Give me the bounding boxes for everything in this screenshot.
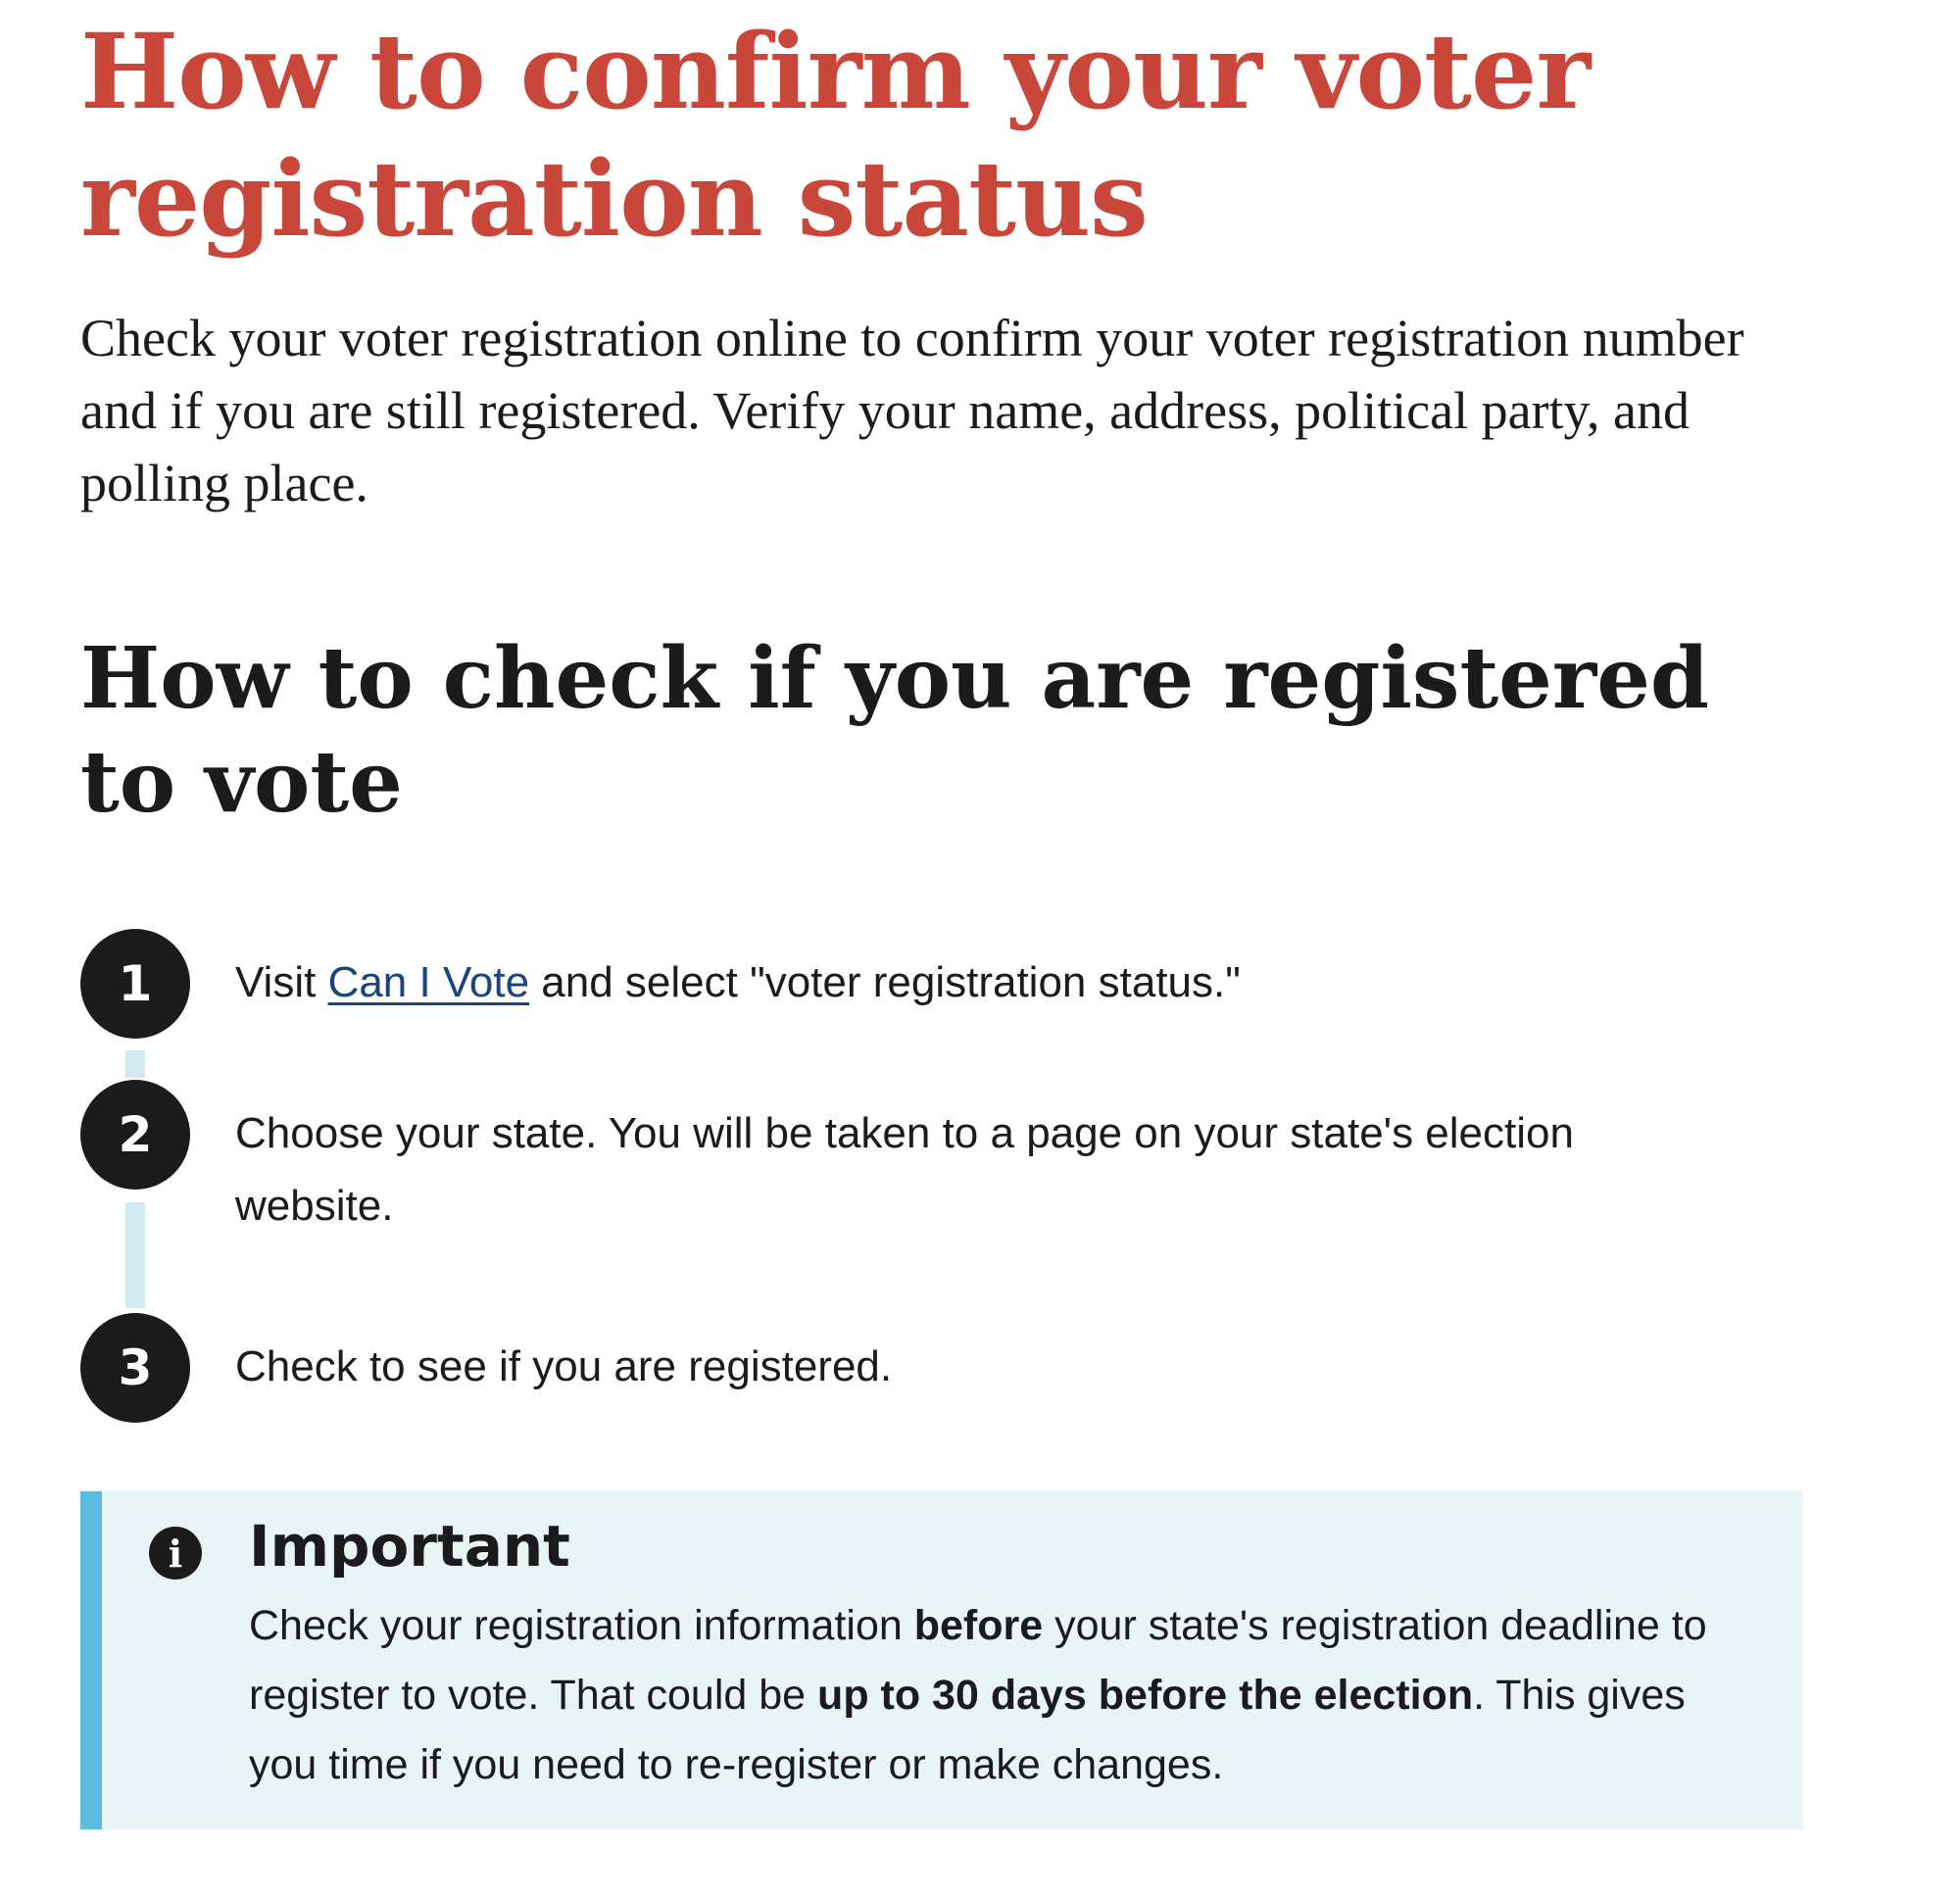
section-title: How to check if you are registered to vote [80,629,1710,832]
process-list [80,929,1825,1423]
step-text-3: Check to see if you are registered. [235,1342,893,1390]
alert-body [249,1591,1744,1800]
alert-body-part: your state's registration deadline to register to vote. That could be [249,1602,1707,1719]
step-number-3: 3 [80,1313,190,1423]
alert-title: Important [249,1513,570,1580]
alert-body-bold: before [913,1602,1044,1649]
step-text-before: Visit [235,958,328,1006]
step-item-2 [80,1080,1825,1242]
can-i-vote-link[interactable]: Can I Vote [327,958,530,1006]
important-alert [80,1491,1803,1829]
step-item-3 [80,1313,1825,1423]
step-text-after: and select "voter registration status." [529,958,1241,1006]
step-number-1: 1 [80,929,190,1039]
step-number-2: 2 [80,1080,190,1190]
step-item-1 [80,929,1825,1039]
alert-body-part: . This gives you time if you need to re-register or make changes. [249,1672,1686,1788]
step-connector [125,1050,145,1078]
info-icon: i [149,1527,202,1580]
alert-body-part: Check your registration information [249,1602,914,1649]
step-text-2: Choose your state. You will be taken to a page on your state's election website. [235,1109,1574,1230]
page-title: How to confirm your voter registration status [80,10,1591,260]
intro-paragraph: Check your voter registration online to confirm your voter registration number and if you are still registered. Verify your name, address, political party, and polling place. [80,309,1744,512]
alert-body-bold: up to 30 days before the election [817,1672,1474,1719]
page-content [80,0,1825,1829]
step-text-1 [235,929,1825,1019]
